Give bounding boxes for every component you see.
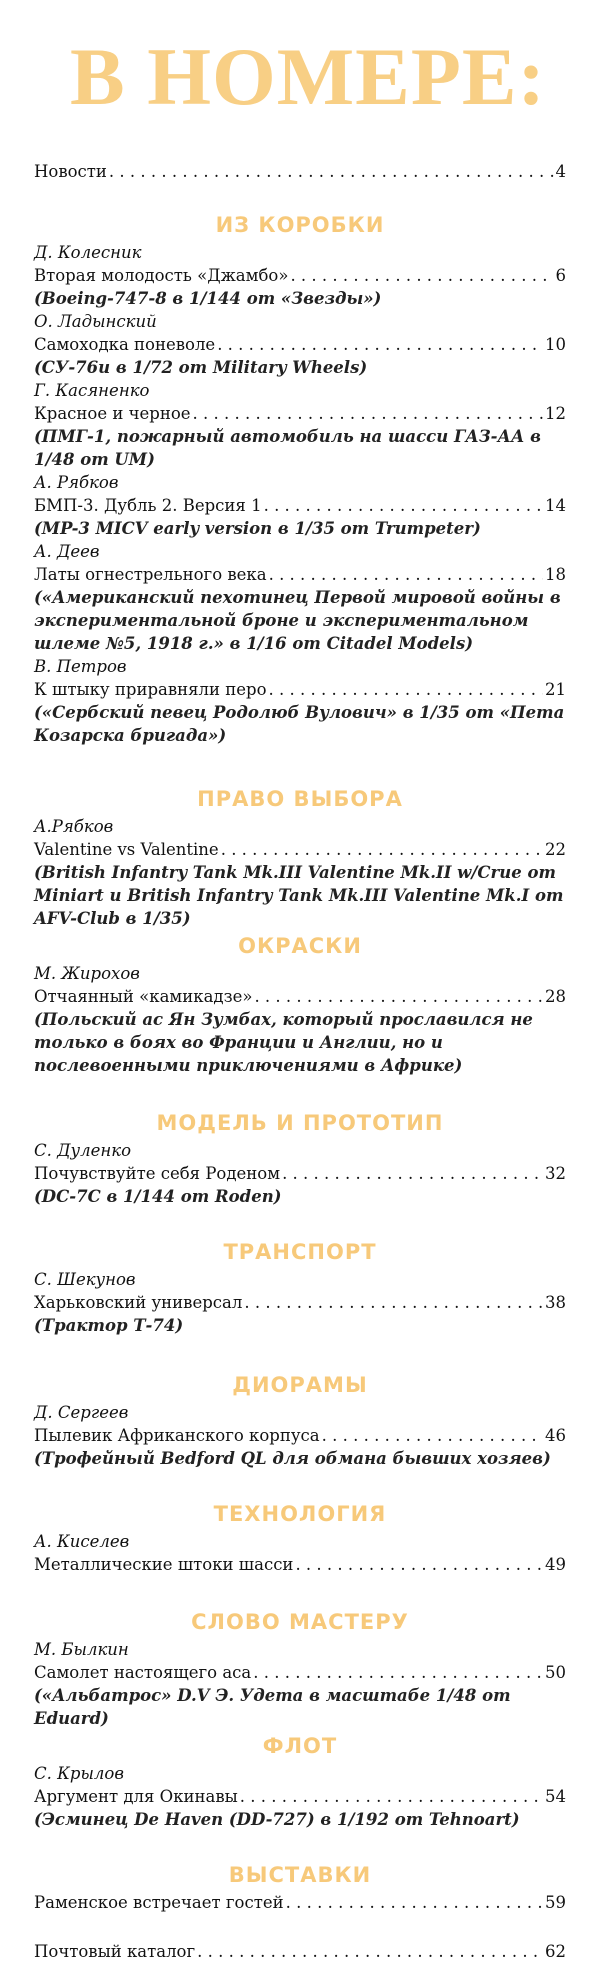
section-heading: ОКРАСКИ xyxy=(238,934,362,958)
section-heading: СЛОВО МАСТЕРУ xyxy=(191,1610,409,1634)
entry-title: Аргумент для Окинавы xyxy=(34,1787,238,1806)
section-heading: ТЕХНОЛОГИЯ xyxy=(213,1502,387,1526)
entry-title: Valentine vs Valentine xyxy=(34,840,219,859)
toc-entry-news[interactable] xyxy=(34,160,566,183)
entry-author: С. Крылов xyxy=(34,1764,124,1783)
entry-title: Металлические штоки шасси xyxy=(34,1555,294,1574)
entry-title: Новости xyxy=(34,162,107,181)
section-heading: ПРАВО ВЫБОРА xyxy=(197,787,403,811)
entry-title: Вторая молодость «Джамбо» xyxy=(34,266,289,285)
entry-page: 10 xyxy=(545,335,566,354)
entry-title: Самоходка поневоле xyxy=(34,335,216,354)
entry-note: (Трактор Т-74) xyxy=(34,1316,184,1335)
toc-entry[interactable] xyxy=(34,241,566,310)
entry-note: (MP-3 MICV early version в 1/35 от Trumpeter) xyxy=(34,519,481,538)
entry-page: 22 xyxy=(545,840,566,859)
entry-note: (DC-7C в 1/144 от Roden) xyxy=(34,1187,282,1206)
section-heading: ИЗ КОРОБКИ xyxy=(215,213,385,237)
entry-note: (Польский ас Ян Зумбах, который прославился не только в боях во Франции и Англии, но и послевоенными приключениями в Африке) xyxy=(34,1010,533,1075)
toc-entry[interactable] xyxy=(34,1891,566,1914)
entry-title: К штыку приравняли перо xyxy=(34,680,267,699)
entry-note: («Американский пехотинец Первой мировой войны в экспериментальной броне и экспериментальном шлеме №5, 1918 г.» в 1/16 от Citadel Models) xyxy=(34,588,561,653)
toc-entry[interactable] xyxy=(34,310,566,379)
entry-title: Пылевик Африканского корпуса xyxy=(34,1426,320,1445)
entry-title: Красное и черное xyxy=(34,404,191,423)
entry-note: (Эсминец De Haven (DD-727) в 1/192 от Tehnoart) xyxy=(34,1810,520,1829)
entry-note: (Трофейный Bedford QL для обмана бывших хозяев) xyxy=(34,1449,551,1468)
toc-entry[interactable] xyxy=(34,379,566,471)
entry-author: А.Рябков xyxy=(34,817,114,836)
toc-entry[interactable] xyxy=(34,471,566,540)
toc-entry[interactable] xyxy=(34,1401,566,1470)
entry-note: (Boeing-747-8 в 1/144 от «Звезды») xyxy=(34,289,382,308)
entry-author: М. Жирохов xyxy=(34,964,140,983)
toc-entry[interactable] xyxy=(34,1268,566,1337)
entry-page: 50 xyxy=(545,1663,566,1682)
entry-page: 49 xyxy=(545,1555,566,1574)
section-heading: ДИОРАМЫ xyxy=(232,1373,368,1397)
entry-author: О. Ладынский xyxy=(34,312,157,331)
entry-title: Почувствуйте себя Роденом xyxy=(34,1164,281,1183)
entry-page: 62 xyxy=(545,1942,566,1961)
entry-author: Д. Сергеев xyxy=(34,1403,129,1422)
entry-author: С. Дуленко xyxy=(34,1141,132,1160)
entry-author: А. Рябков xyxy=(34,473,119,492)
toc-entry[interactable] xyxy=(34,1139,566,1208)
toc-entry-catalog[interactable] xyxy=(34,1940,566,1963)
toc-entry[interactable] xyxy=(34,1762,566,1831)
entry-author: М. Былкин xyxy=(34,1640,129,1659)
entry-author: А. Киселев xyxy=(34,1532,130,1551)
entry-page: 32 xyxy=(545,1164,566,1183)
entry-page: 54 xyxy=(545,1787,566,1806)
entry-author: А. Деев xyxy=(34,542,100,561)
entry-page: 4 xyxy=(555,162,566,181)
entry-note: (British Infantry Tank Mk.III Valentine Mk.II w/Crue от Miniart и British Infantry Tank Mk.III Valentine Mk.I от AFV-Club в 1/35) xyxy=(34,863,564,928)
entry-note: (ПМГ-1, пожарный автомобиль на шасси ГАЗ-АА в 1/48 от UM) xyxy=(34,427,541,469)
entry-title: Почтовый каталог xyxy=(34,1942,196,1961)
entry-note: («Сербский певец Родолюб Вулович» в 1/35 от «Пета Козарска бригада») xyxy=(34,703,565,745)
entry-page: 6 xyxy=(555,266,566,285)
entry-note: («Альбатрос» D.V Э. Удета в масштабе 1/48 от Eduard) xyxy=(34,1686,511,1728)
toc-entry[interactable] xyxy=(34,1530,566,1576)
entry-page: 46 xyxy=(545,1426,566,1445)
entry-title: Латы огнестрельного века xyxy=(34,565,267,584)
entry-page: 12 xyxy=(545,404,566,423)
entry-page: 59 xyxy=(545,1893,566,1912)
entry-author: Д. Колесник xyxy=(34,243,142,262)
section-heading: ФЛОТ xyxy=(262,1734,338,1758)
section-heading: ВЫСТАВКИ xyxy=(228,1863,372,1887)
toc-entry[interactable] xyxy=(34,962,566,1077)
entry-page: 14 xyxy=(545,496,566,515)
entry-page: 18 xyxy=(545,565,566,584)
entry-title: Отчаянный «камикадзе» xyxy=(34,987,253,1006)
entry-note: (СУ-76и в 1/72 от Military Wheels) xyxy=(34,358,368,377)
entry-title: БМП-3. Дубль 2. Версия 1 xyxy=(34,496,262,515)
entry-page: 28 xyxy=(545,987,566,1006)
section-heading: МОДЕЛЬ И ПРОТОТИП xyxy=(156,1111,444,1135)
entry-title: Раменское встречает гостей xyxy=(34,1893,284,1912)
entry-author: В. Петров xyxy=(34,657,127,676)
entry-page: 38 xyxy=(545,1293,566,1312)
entry-author: Г. Касяненко xyxy=(34,381,150,400)
entry-page: 21 xyxy=(545,680,566,699)
entry-title: Самолет настоящего аса xyxy=(34,1663,252,1682)
toc-entry[interactable] xyxy=(34,655,566,747)
section-heading: ТРАНСПОРТ xyxy=(223,1240,377,1264)
toc-entry[interactable] xyxy=(34,815,566,930)
entry-author: С. Шекунов xyxy=(34,1270,136,1289)
entry-title: Харьковский универсал xyxy=(34,1293,243,1312)
toc-entry[interactable] xyxy=(34,1638,566,1730)
toc-entry[interactable] xyxy=(34,540,566,655)
page-title: В НОМЕРЕ: xyxy=(70,31,546,122)
